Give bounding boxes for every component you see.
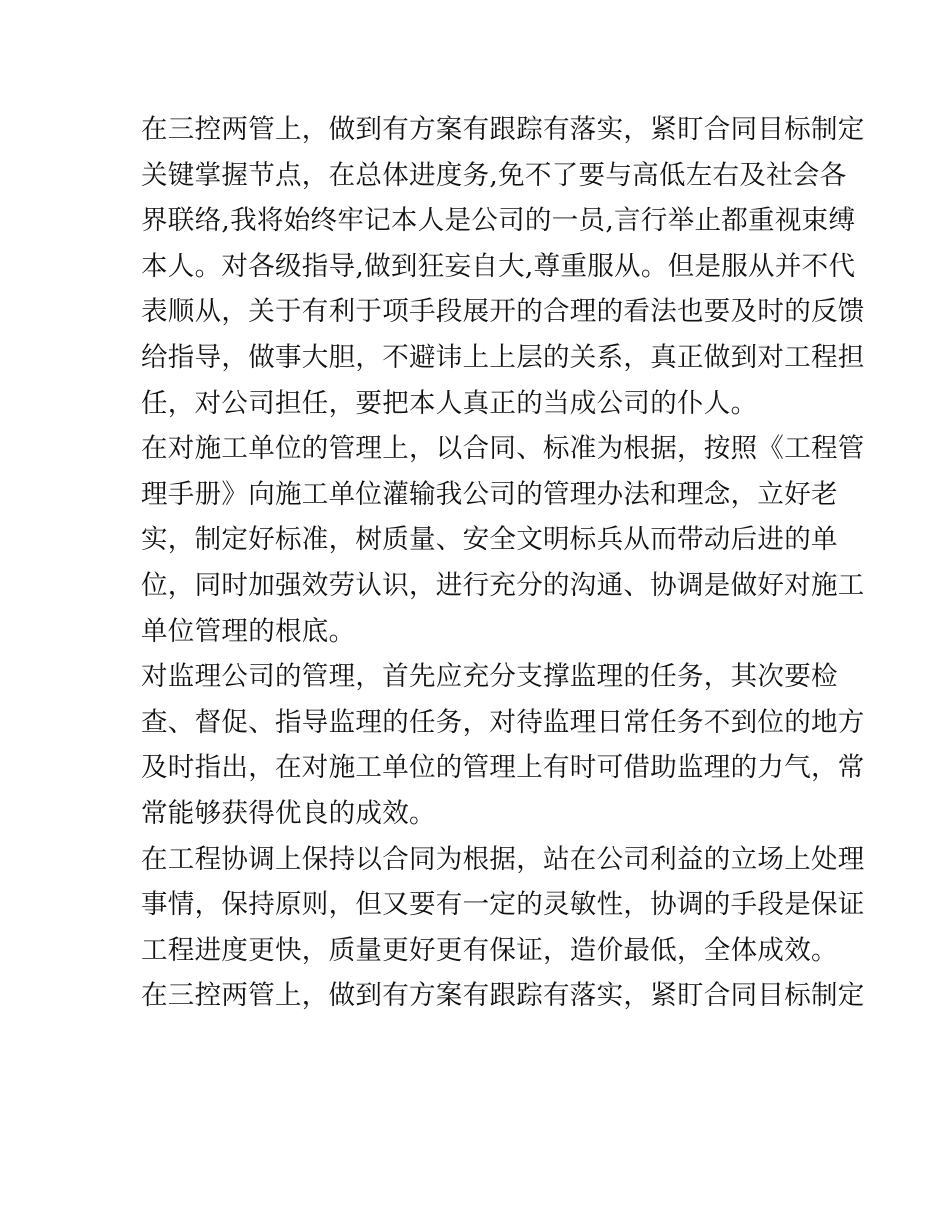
text-line: 任，对公司担任，要把本人真正的当成公司的仆人。 — [141, 387, 758, 419]
text-line: 事情，保持原则，但又要有一定的灵敏性，协调的手段是保证 — [141, 889, 865, 921]
text-line: 理手册》向施工单位灌输我公司的管理办法和理念，立好老 — [141, 478, 838, 510]
text-line: 表顺从，关于有利于项手段展开的合理的看法也要及时的反馈 — [141, 296, 865, 328]
text-line: 常能够获得优良的成效。 — [141, 797, 436, 829]
text-line: 单位管理的根底。 — [141, 615, 356, 647]
document-body-text — [141, 107, 865, 1019]
text-line: 关键掌握节点，在总体进度务,免不了要与高低左右及社会各 — [141, 159, 847, 191]
text-line: 界联络,我将始终牢记本人是公司的一员,言行举止都重视束缚 — [141, 205, 856, 237]
text-line: 在三控两管上，做到有方案有跟踪有落实，紧盯合同目标制定 — [141, 114, 865, 145]
text-line: 实，制定好标准，树质量、安全文明标兵从而带动后进的单 — [141, 524, 838, 556]
text-line: 及时指出，在对施工单位的管理上有时可借助监理的力气，常 — [141, 752, 865, 784]
text-line: 在对施工单位的管理上，以合同、标准为根据，按照《工程管 — [141, 433, 865, 465]
text-line: 查、督促、指导监理的任务，对待监理日常任务不到位的地方 — [141, 706, 865, 738]
text-line: 给指导，做事大胆，不避讳上上层的关系，真正做到对工程担 — [141, 341, 865, 373]
text-line: 位，同时加强效劳认识，进行充分的沟通、协调是做好对施工 — [141, 569, 865, 601]
text-line: 对监理公司的管理，首先应充分支撑监理的任务，其次要检 — [141, 661, 838, 693]
text-line: 工程进度更快，质量更好更有保证，造价最低，全体成效。 — [141, 934, 838, 966]
text-line: 本人。对各级指导,做到狂妄自大,尊重服从。但是服从并不代 — [141, 250, 856, 282]
text-line: 在工程协调上保持以合同为根据，站在公司利益的立场上处理 — [141, 843, 865, 875]
text-line: 在三控两管上，做到有方案有跟踪有落实，紧盯合同目标制定 — [141, 980, 865, 1012]
